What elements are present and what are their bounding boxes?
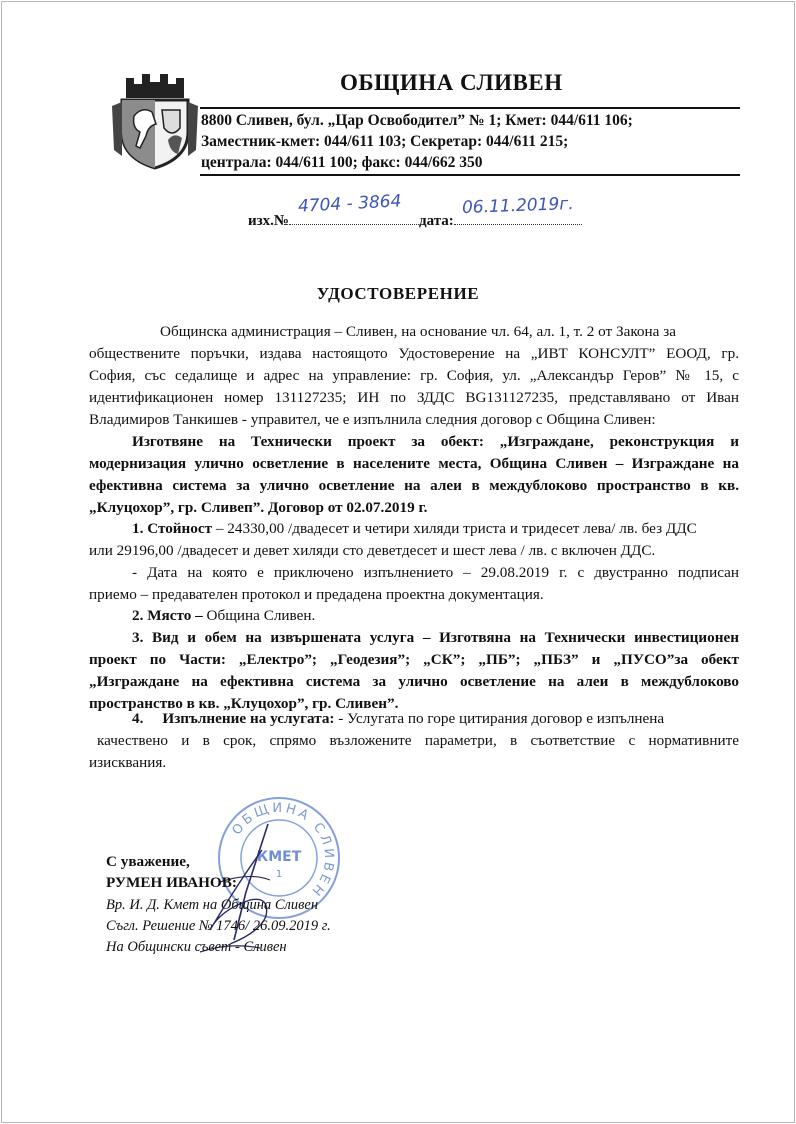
item4-line-2: качествено и в срок, спрямо възложените параметри, в съответствие с нормативните: [97, 732, 739, 749]
header-rule-bottom: [200, 174, 740, 176]
p1-line-4: идентификационен номер 131127235; ИН по ЗДДС BG131127235, представлявано от Иван: [89, 389, 739, 406]
p2-line-1: Изготвяне на Технически проект за обект: „Изграждане, реконструкция и: [132, 433, 739, 450]
handwritten-ref-number: 4704 - 3864: [297, 191, 402, 217]
signatory-role-2: Съгл. Решение № 1746/ 26.09.2019 г.: [106, 918, 331, 934]
signatory-role-1: Вр. И. Д. Кмет на Община Сливен: [106, 897, 319, 913]
p1-line-1: Общинска администрация – Сливен, на основание чл. 64, ал. 1, т. 2 от Закона за: [160, 323, 676, 340]
signatory-name: РУМЕН ИВАНОВ:: [106, 874, 237, 891]
item3-line-1: 3. Вид и обем на извършената услуга – Изготвяна на Технически инвестиционен: [132, 629, 739, 646]
item3-line-4: пространство в кв. „Клуцохор”, гр. Сливен”.: [89, 695, 399, 712]
item1-line-4: приемо – предавателен протокол и предадена проектна документация.: [89, 586, 544, 603]
ref-date-label: дата:: [419, 213, 454, 229]
p2-line-2: модернизация улично осветление в населените места, Община Сливен – Изграждане на: [89, 455, 739, 472]
coat-of-arms-icon: [112, 66, 198, 170]
item2-label: 2. Място –: [132, 607, 203, 624]
p1-line-3: София, със седалище и адрес на управление: гр. София, ул. „Александър Геров” № 15, с: [89, 367, 739, 384]
signatory-role-3: На Общински съвет - Сливен: [106, 939, 287, 955]
stamp-center-text: КМЕТ: [256, 849, 302, 865]
document-title: УДОСТОВЕРЕНИЕ: [316, 284, 480, 303]
item4-label: 4. Изпълнение на услугата:: [132, 710, 335, 727]
stamp-number: 1: [275, 869, 283, 880]
header-phones-line: Заместник-кмет: 044/611 103; Секретар: 044/611 215;: [201, 133, 569, 150]
stamp-ring-text: ОБЩИНА СЛИВЕН: [229, 800, 337, 901]
item1-text: – 24330,00 /двадесет и четири хиляди триста и тридесет лева/ лв. без ДДС: [212, 520, 697, 537]
handwritten-ref-date: 06.11.2019г.: [461, 194, 574, 218]
p1-line-2: обществените поръчки, издава настоящото Удостоверение на „ИВТ КОНСУЛТ” ЕООД, гр.: [89, 345, 739, 362]
header-address-line: 8800 Сливен, бул. „Цар Освободител” № 1; Кмет: 044/611 106;: [201, 112, 633, 129]
item4-text: - Услугата по горе цитирания договор е изпълнена: [334, 710, 665, 727]
item2-text: Община Сливен.: [202, 607, 316, 624]
header-fax-line: централа: 044/611 100; факс: 044/662 350: [201, 154, 483, 171]
item2-line: [132, 606, 315, 626]
closing-regards: С уважение,: [106, 853, 190, 870]
item1-line-2: или 29196,00 /двадесет и девет хиляди сто деветдесет и шест лева / лв. с включен ДДС.: [89, 542, 656, 559]
item1-line-1: [132, 519, 697, 539]
ref-number-label: изх.№: [248, 213, 289, 229]
item4-line-1: [132, 709, 664, 729]
p2-line-4: „Клуцохор”, гр. Сливеп”. Договор от 02.07.2019 г.: [89, 499, 428, 516]
item1-line-3: - Дата на която е приключено изпълнението – 29.08.2019 г. с двустранно подписан: [132, 564, 739, 581]
item3-line-3: „Изграждане на ефективна система за улично осветление на алеи в междублоково: [89, 673, 739, 690]
municipality-title: ОБЩИНА СЛИВЕН: [340, 70, 563, 95]
p1-line-5: Владимиров Танкишев - управител, че е изпълнила следния договор с Община Сливен:: [89, 411, 656, 428]
header-rule-top: [200, 107, 740, 109]
item3-line-2: проект по Части: „Електро”; „Геодезия”; „СК”; „ПБ”; „ПБЗ” и „ПУСО”за обект: [89, 651, 739, 668]
item1-label: 1. Стойност: [132, 520, 213, 537]
p2-line-3: ефективна система за улично осветление на алеи в междублоково пространство в кв.: [89, 477, 739, 494]
item4-line-3: изисквания.: [89, 754, 167, 771]
